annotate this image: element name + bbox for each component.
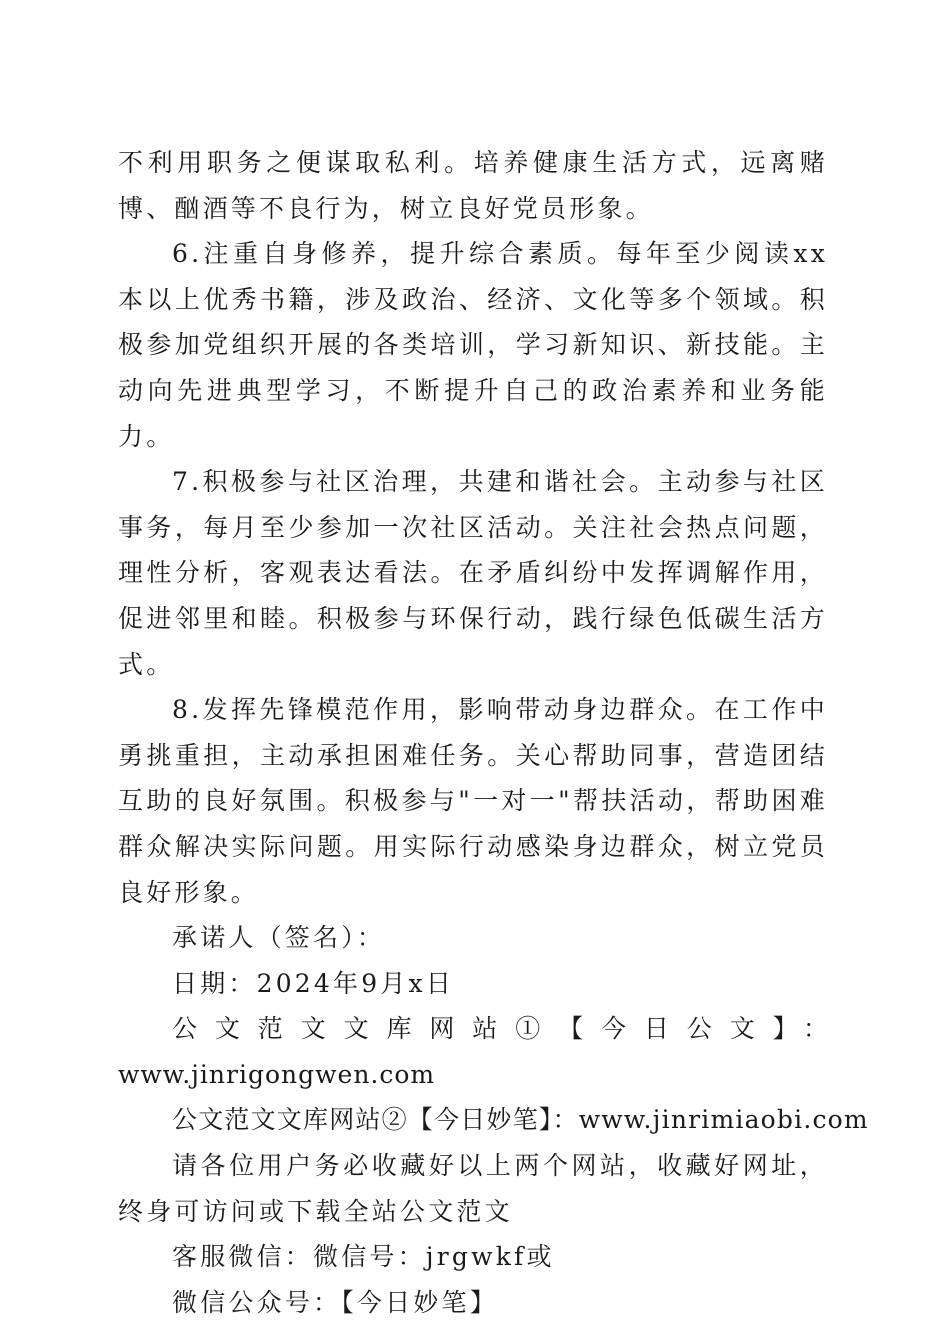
paragraph-continuation: 不利用职务之便谋取私利。培养健康生活方式，远离赌博、酗酒等不良行为，树立良好党员形象。 (118, 148, 828, 223)
site-2-line: 公文范文文库网站②【今日妙笔】：www.jinrimiaobi.com (172, 1105, 869, 1135)
official-account: 微信公众号：【今日妙笔】 (172, 1287, 498, 1317)
paragraph-item-7: 7.积极参与社区治理，共建和谐社会。主动参与社区事务，每月至少参加一次社区活动。关注社会热点问题，理性分析，客观表达看法。在矛盾纠纷中发挥调解作用，促进邻里和睦。积极参与环保行动，践行绿色低碳生活方式。 (118, 467, 828, 679)
date-line: 日期：2024年9月x日 (172, 968, 455, 998)
signature-line: 承诺人（签名）： (172, 923, 386, 953)
document-body (118, 140, 869, 1325)
paragraph-item-6: 6.注重自身修养，提升综合素质。每年至少阅读xx本以上优秀书籍，涉及政治、经济、文化等多个领域。积极参加党组织开展的各类培训，学习新知识、新技能。主动向先进典型学习，不断提升自己的政治素养和业务能力。 (118, 239, 828, 451)
site-1-label: 公文范文文库网站①【今日公文】： (172, 1014, 828, 1044)
customer-service-wechat: 客服微信：微信号：jrgwkf或 (172, 1242, 555, 1272)
paragraph-item-8: 8.发挥先锋模范作用，影响带动身边群众。在工作中勇挑重担，主动承担困难任务。关心帮助同事，营造团结互助的良好氛围。积极参与"一对一"帮扶活动，帮助困难群众解决实际问题。用实际行动感染身边群众，树立党员良好形象。 (118, 695, 828, 907)
bookmark-reminder: 请各位用户务必收藏好以上两个网站，收藏好网址，终身可访问或下载全站公文范文 (118, 1151, 828, 1226)
site-1-url: www.jinrigongwen.com (118, 1059, 436, 1089)
